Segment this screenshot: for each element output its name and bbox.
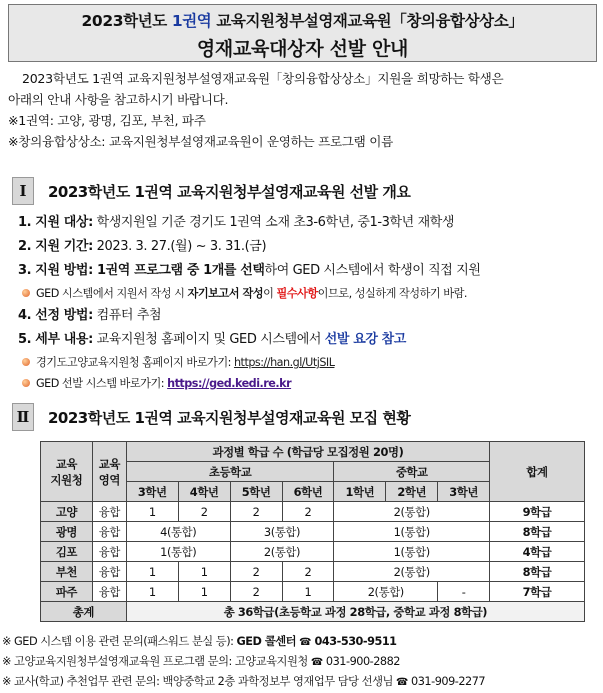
cell-count: 2 [282, 562, 334, 582]
cell-count: 1 [126, 582, 178, 602]
item-target-label: 1. 지원 대상: [18, 215, 93, 230]
cell-count: 2(통합) [334, 502, 490, 522]
header-district: 교육 지원청 [41, 442, 93, 502]
footer-contacts [2, 632, 602, 692]
item-period-value: 2023. 3. 27.(월) ~ 3. 31.(금) [92, 239, 267, 254]
row-district: 부천 [41, 562, 93, 582]
sum-label: 총계 [41, 602, 127, 622]
grade-header: 5학년 [230, 482, 282, 502]
item-selection-value: 컴퓨터 추첨 [92, 308, 162, 323]
row-area: 융합 [92, 582, 126, 602]
contact-ged [2, 632, 602, 652]
recruitment-table [40, 441, 585, 622]
table-row [41, 582, 585, 602]
header-middle: 중학교 [334, 462, 490, 482]
intro-note-program: ※창의융합상상소: 교육지원청부설영재교육원이 운영하는 프로그램 이름 [8, 134, 393, 149]
ged-system-link[interactable]: https://ged.kedi.re.kr [167, 377, 292, 390]
contact-goyang-text: ※ 고양교육지원청부설영재교육원 프로그램 문의: 고양교육지원청 [2, 655, 311, 668]
page-subtitle: 영재교육대상자 선발 안내 [196, 38, 409, 60]
item-target [18, 211, 598, 235]
item-period [18, 235, 598, 259]
contact-school-text: ※ 교사(학교) 추천업무 관련 문의: 백양중학교 2층 과학정보부 영재업무 담당 선생님 [2, 675, 396, 688]
method-note-required: 필수사항 [276, 287, 318, 300]
title-banner [8, 4, 597, 62]
link2-row [18, 373, 598, 394]
page-title-line1 [9, 9, 596, 31]
intro-note-region: ※1권역: 고양, 광명, 김포, 부천, 파주 [8, 113, 206, 128]
bullet-icon [22, 379, 30, 387]
contact-ged-callcenter: GED 콜센터 [236, 635, 297, 648]
item-selection [18, 304, 598, 328]
bullet-icon [22, 358, 30, 366]
bullet-icon [22, 289, 30, 297]
row-total: 8학급 [490, 562, 585, 582]
contact-ged-text: ※ GED 시스템 이용 관련 문의(패스워드 분실 등): [2, 635, 237, 648]
item-detail [18, 328, 598, 352]
title-suffix: 교육지원청부설영재교육원「창의융합상상소」 [211, 12, 524, 30]
cell-count: 1 [178, 562, 230, 582]
item-method-bold: 1권역 프로그램 중 1개를 선택 [92, 263, 265, 278]
row-total: 7학급 [490, 582, 585, 602]
cell-count: - [438, 582, 490, 602]
contact-goyang-phone: 031-900-2882 [322, 655, 400, 668]
cell-count: 2 [178, 502, 230, 522]
table-sum-row [41, 602, 585, 622]
item-detail-label: 5. 세부 내용: [18, 332, 93, 347]
row-district: 고양 [41, 502, 93, 522]
contact-goyang [2, 652, 602, 672]
grade-header: 1학년 [334, 482, 386, 502]
cell-count: 4(통합) [126, 522, 230, 542]
item-detail-value: 교육지원청 홈페이지 및 GED 시스템에서 [92, 332, 325, 347]
phone-icon: ☎ [396, 677, 408, 688]
row-area: 융합 [92, 522, 126, 542]
cell-count: 2 [230, 562, 282, 582]
link2-label: GED 선발 시스템 바로가기: [36, 377, 168, 390]
cell-count: 3(통합) [230, 522, 334, 542]
header-classes: 과정별 학급 수 (학급당 모집정원 20명) [126, 442, 489, 462]
cell-count: 1 [126, 562, 178, 582]
link1-label: 경기도고양교육지원청 홈페이지 바로가기: [36, 356, 234, 369]
table-row [41, 522, 585, 542]
table-row [41, 502, 585, 522]
link1-row [18, 352, 598, 373]
item-method [18, 259, 598, 283]
intro-line2: 아래의 안내 사항을 참고하시기 바랍니다. [8, 92, 229, 107]
row-total: 9학급 [490, 502, 585, 522]
phone-icon: ☎ [299, 637, 312, 648]
intro-block [8, 68, 598, 152]
table-row [41, 542, 585, 562]
cell-count: 2 [282, 502, 334, 522]
row-total: 8학급 [490, 522, 585, 542]
row-area: 융합 [92, 542, 126, 562]
row-area: 융합 [92, 562, 126, 582]
grade-header: 4학년 [178, 482, 230, 502]
row-district: 김포 [41, 542, 93, 562]
item-method-label: 3. 지원 방법: [18, 263, 93, 278]
item-selection-label: 4. 선정 방법: [18, 308, 93, 323]
item-detail-highlight: 선발 요강 참고 [324, 332, 406, 347]
header-elementary: 초등학교 [126, 462, 334, 482]
phone-icon: ☎ [310, 657, 323, 668]
section1-title: 2023학년도 1권역 교육지원청부설영재교육원 선발 개요 [48, 182, 411, 201]
grade-header: 6학년 [282, 482, 334, 502]
method-note-bold: 자기보고서 작성 [187, 287, 264, 300]
item-method-rest: 하여 GED 시스템에서 학생이 직접 지원 [264, 263, 481, 278]
section2-number: Ⅱ [12, 403, 34, 431]
contact-ged-phone: 043-530-9511 [311, 635, 397, 648]
section1-number: Ⅰ [12, 177, 34, 205]
item-method-note [18, 283, 598, 304]
grade-header: 2학년 [386, 482, 438, 502]
cell-count: 2(통합) [334, 562, 490, 582]
method-note-text: GED 시스템에서 지원서 작성 시 [36, 287, 188, 300]
sum-value: 총 36학급(초등학교 과정 28학급, 중학교 과정 8학급) [126, 602, 584, 622]
header-area: 교육 영역 [92, 442, 126, 502]
row-district: 파주 [41, 582, 93, 602]
row-total: 4학급 [490, 542, 585, 562]
title-prefix: 2023학년도 [81, 12, 172, 30]
title-region: 1권역 [171, 12, 212, 30]
header-total: 합계 [490, 442, 585, 502]
contact-school-phone: 031-909-2277 [407, 675, 486, 688]
method-note-post: 이므로, 성실하게 작성하기 바람. [317, 287, 467, 300]
section1-items [18, 211, 598, 394]
cell-count: 1 [126, 502, 178, 522]
cell-count: 2(통합) [230, 542, 334, 562]
cell-count: 2 [230, 502, 282, 522]
cell-count: 1 [282, 582, 334, 602]
cell-count: 1(통합) [126, 542, 230, 562]
item-period-label: 2. 지원 기간: [18, 239, 93, 254]
contact-school [2, 672, 602, 692]
section2-title: 2023학년도 1권역 교육지원청부설영재교육원 모집 현황 [48, 408, 411, 427]
method-note-mid: 이 [263, 287, 277, 300]
item-target-value: 학생지원일 기준 경기도 1권역 소재 초3-6학년, 중1-3학년 재학생 [92, 215, 455, 230]
intro-line1: 2023학년도 1권역 교육지원청부설영재교육원「창의융합상상소」지원을 희망하는 학생은 [22, 71, 504, 86]
row-district: 광명 [41, 522, 93, 542]
office-homepage-link[interactable]: https://han.gl/UtjSIL [233, 356, 335, 369]
cell-count: 1 [178, 582, 230, 602]
row-area: 융합 [92, 502, 126, 522]
cell-count: 2(통합) [334, 582, 438, 602]
section2-heading [12, 404, 592, 430]
cell-count: 2 [230, 582, 282, 602]
grade-header: 3학년 [438, 482, 490, 502]
section1-heading [12, 178, 592, 204]
cell-count: 1(통합) [334, 522, 490, 542]
table-row [41, 562, 585, 582]
cell-count: 1(통합) [334, 542, 490, 562]
grade-header: 3학년 [126, 482, 178, 502]
